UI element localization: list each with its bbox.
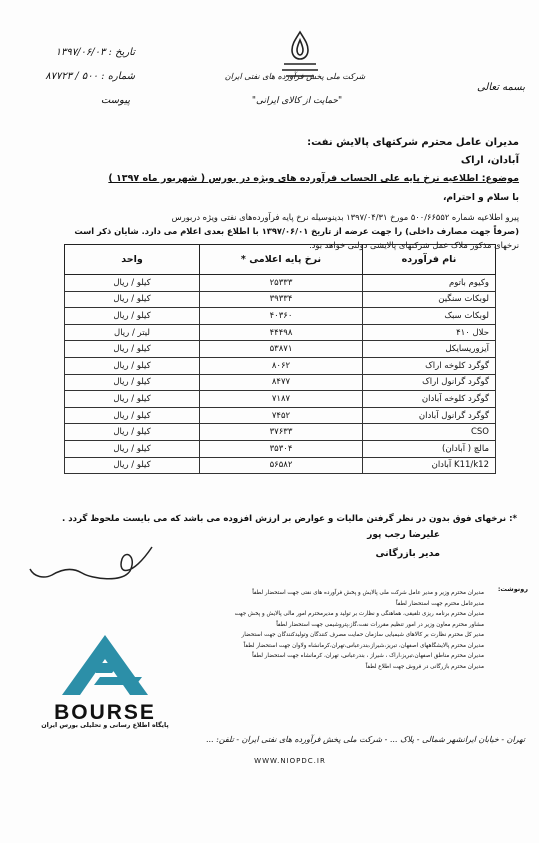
cc-line: مدیران محترم بازرگانی در فروش جهت اطلاع لطفاً bbox=[365, 663, 484, 670]
unit-cell: کیلو / ریال bbox=[65, 308, 200, 325]
col-header-product: نام فرآورده bbox=[363, 245, 496, 275]
footer-website: WWW.NIOPDC.IR bbox=[254, 757, 326, 765]
date-label: تاریخ bbox=[115, 47, 135, 58]
product-cell: لوبکات سنگین bbox=[363, 291, 496, 308]
unit-cell: لیتر / ریال bbox=[65, 324, 200, 341]
number-value: ۵۰۰ / ۸۷۷۲۳ bbox=[45, 71, 98, 82]
footnote: *: نرخهای فوق بدون در نظر گرفتن مالیات و عوارض بر ارزش افزوده می باشد که می بایست ملحوظ گردد . bbox=[62, 514, 517, 524]
price-cell: ۷۴۵۲ bbox=[200, 407, 363, 424]
product-cell: حلال ۴۱۰ bbox=[363, 324, 496, 341]
bismillah-text: بسمه تعالی bbox=[476, 82, 525, 93]
footer-address: تهران - خیابان ایرانشهر شمالی - پلاک ... - شرکت ملی پخش فرآورده های نفتی ایران - تلفن: ... bbox=[205, 735, 525, 744]
price-cell: ۷۱۸۷ bbox=[200, 391, 363, 408]
price-cell: ۸۴۷۷ bbox=[200, 374, 363, 391]
table-row bbox=[65, 324, 496, 341]
price-table bbox=[64, 244, 496, 474]
cc-line: مدیرعامل محترم جهت استحضار لطفاً bbox=[396, 600, 484, 607]
cc-line: مدیر کل محترم نظارت بر کالاهای شیمیایی سازمان حمایت مصرف کنندگان وتولیدکنندگان جهت استحضار bbox=[241, 632, 484, 638]
product-cell: گوگرد کلوخه آبادان bbox=[363, 391, 496, 408]
unit-cell: کیلو / ریال bbox=[65, 407, 200, 424]
cc-line: مدیران محترم وزیر و مدیر عامل شرکت ملی پالایش و پخش فرآورده های نفتی جهت استحضار لطفاً bbox=[252, 590, 484, 596]
product-cell: لوبکات سبک bbox=[363, 308, 496, 325]
bourse-logo-text: BOURSE bbox=[54, 701, 156, 723]
unit-cell: کیلو / ریال bbox=[65, 424, 200, 441]
price-cell: ۳۵۳۰۴ bbox=[200, 440, 363, 457]
product-cell: وکیوم باتوم bbox=[363, 275, 496, 292]
body-line-1: پیرو اطلاعیه شماره ۵۰۰/۶۶۵۵۲ مورخ ۱۳۹۷/۰۴/۳۱ بدینوسیله نرخ پایه فرآورده‌های نفتی ویژه دربورس bbox=[171, 212, 519, 222]
col-header-unit: واحد bbox=[65, 245, 200, 275]
price-cell: ۵۶۵۸۲ bbox=[200, 457, 363, 474]
body-line-3: نرخهای مذکور ملاک عمل شرکتهای پالایشی دولتی خواهد بود. bbox=[309, 240, 519, 250]
bourse-logo-icon bbox=[30, 633, 180, 723]
table-row bbox=[65, 457, 496, 474]
cc-line: مشاور محترم معاون وزیر در امور تنظیم مقررات نفت،گاز،پتروشیمی جهت استحضار لطفاً bbox=[276, 621, 484, 628]
table-row bbox=[65, 341, 496, 358]
product-cell: CSO bbox=[363, 424, 496, 441]
number-label: شماره bbox=[107, 71, 135, 82]
table-row bbox=[65, 424, 496, 441]
product-cell: گوگرد گرانول اراک bbox=[363, 374, 496, 391]
product-cell: گوگرد گرانول آبادان bbox=[363, 407, 496, 424]
bourse-caption: پایگاه اطلاع رسانی و تحلیلی بورس ایران bbox=[41, 722, 169, 729]
unit-cell: کیلو / ریال bbox=[65, 374, 200, 391]
company-slogan: "حمایت از کالای ایرانی" bbox=[251, 96, 343, 106]
cc-line: مدیران محترم مناطق اصفهان،تبریز،اراک ، شیراز ، بندرعباس، تهران، کرمانشاه جهت استحضار لطفاً bbox=[252, 653, 484, 659]
greeting: با سلام و احترام، bbox=[443, 193, 519, 203]
product-cell: گوگرد کلوخه اراک bbox=[363, 357, 496, 374]
table-row bbox=[65, 275, 496, 292]
product-cell: مالچ ( آبادان) bbox=[363, 440, 496, 457]
addressee-line: مدیران عامل محترم شرکتهای پالایش نفت: bbox=[307, 137, 519, 148]
unit-cell: کیلو / ریال bbox=[65, 291, 200, 308]
product-cell: آیزوریسایکل bbox=[363, 341, 496, 358]
product-cell: K11/k12 آبادان bbox=[363, 457, 496, 474]
price-cell: ۴۴۴۹۸ bbox=[200, 324, 363, 341]
signature-mark bbox=[22, 537, 162, 587]
company-name: شرکت ملی پخش فرآورده های نفتی ایران bbox=[224, 72, 366, 81]
date-value: ۱۳۹۷/۰۶/۰۳ bbox=[55, 47, 106, 58]
cc-label: رونوشت: bbox=[497, 585, 528, 593]
table-row bbox=[65, 374, 496, 391]
signer-name: علیرضا رجب پور bbox=[367, 530, 440, 540]
signer-title: مدیر بازرگانی bbox=[375, 548, 440, 559]
price-cell: ۲۵۳۳۳ bbox=[200, 275, 363, 292]
price-cell: ۴۰۳۶۰ bbox=[200, 308, 363, 325]
attachment-label: پیوست bbox=[100, 95, 130, 106]
addressee-refineries: آبادان، اراک bbox=[460, 155, 519, 166]
cc-line: مدیران محترم پالایشگاههای اصفهان، تبریز،شیراز،بندرعباس،تهران،کرمانشاه ولاوان جهت استحضار لطفاً bbox=[243, 642, 484, 649]
table-row bbox=[65, 357, 496, 374]
col-header-price: نرخ پایه اعلامی * bbox=[200, 245, 363, 275]
unit-cell: کیلو / ریال bbox=[65, 275, 200, 292]
unit-cell: کیلو / ریال bbox=[65, 440, 200, 457]
table-row bbox=[65, 407, 496, 424]
price-cell: ۵۳۸۷۱ bbox=[200, 341, 363, 358]
number-line: شماره : ۵۰۰ / ۸۷۷۲۳ bbox=[45, 71, 135, 82]
table-row bbox=[65, 291, 496, 308]
price-cell: ۳۹۳۳۴ bbox=[200, 291, 363, 308]
cc-line: مدیران محترم برنامه ریزی تلفیقی، هماهنگی و نظارت بر تولید و مدیرمحترم امور مالی پالایش و پخش جهت bbox=[234, 611, 484, 617]
table-header-row bbox=[65, 245, 496, 275]
body-line-2: (صرفاً جهت مصارف داخلی) را جهت عرضه از تاریخ ۱۳۹۷/۰۶/۰۱ با اطلاع بعدی اعلام می دارد. شایان ذکر است bbox=[74, 226, 519, 236]
unit-cell: کیلو / ریال bbox=[65, 357, 200, 374]
unit-cell: کیلو / ریال bbox=[65, 457, 200, 474]
table-row bbox=[65, 308, 496, 325]
table-row bbox=[65, 391, 496, 408]
letter-subject: موضوع: اطلاعیه نرخ پایه علی الحساب فرآورده های ویژه در بورس ( شهریور ماه ۱۳۹۷ ) bbox=[108, 173, 519, 184]
date-line: تاریخ : ۱۳۹۷/۰۶/۰۳ bbox=[55, 47, 135, 58]
price-cell: ۸۰۶۲ bbox=[200, 357, 363, 374]
unit-cell: کیلو / ریال bbox=[65, 341, 200, 358]
price-cell: ۳۷۶۳۳ bbox=[200, 424, 363, 441]
table-row bbox=[65, 440, 496, 457]
unit-cell: کیلو / ریال bbox=[65, 391, 200, 408]
